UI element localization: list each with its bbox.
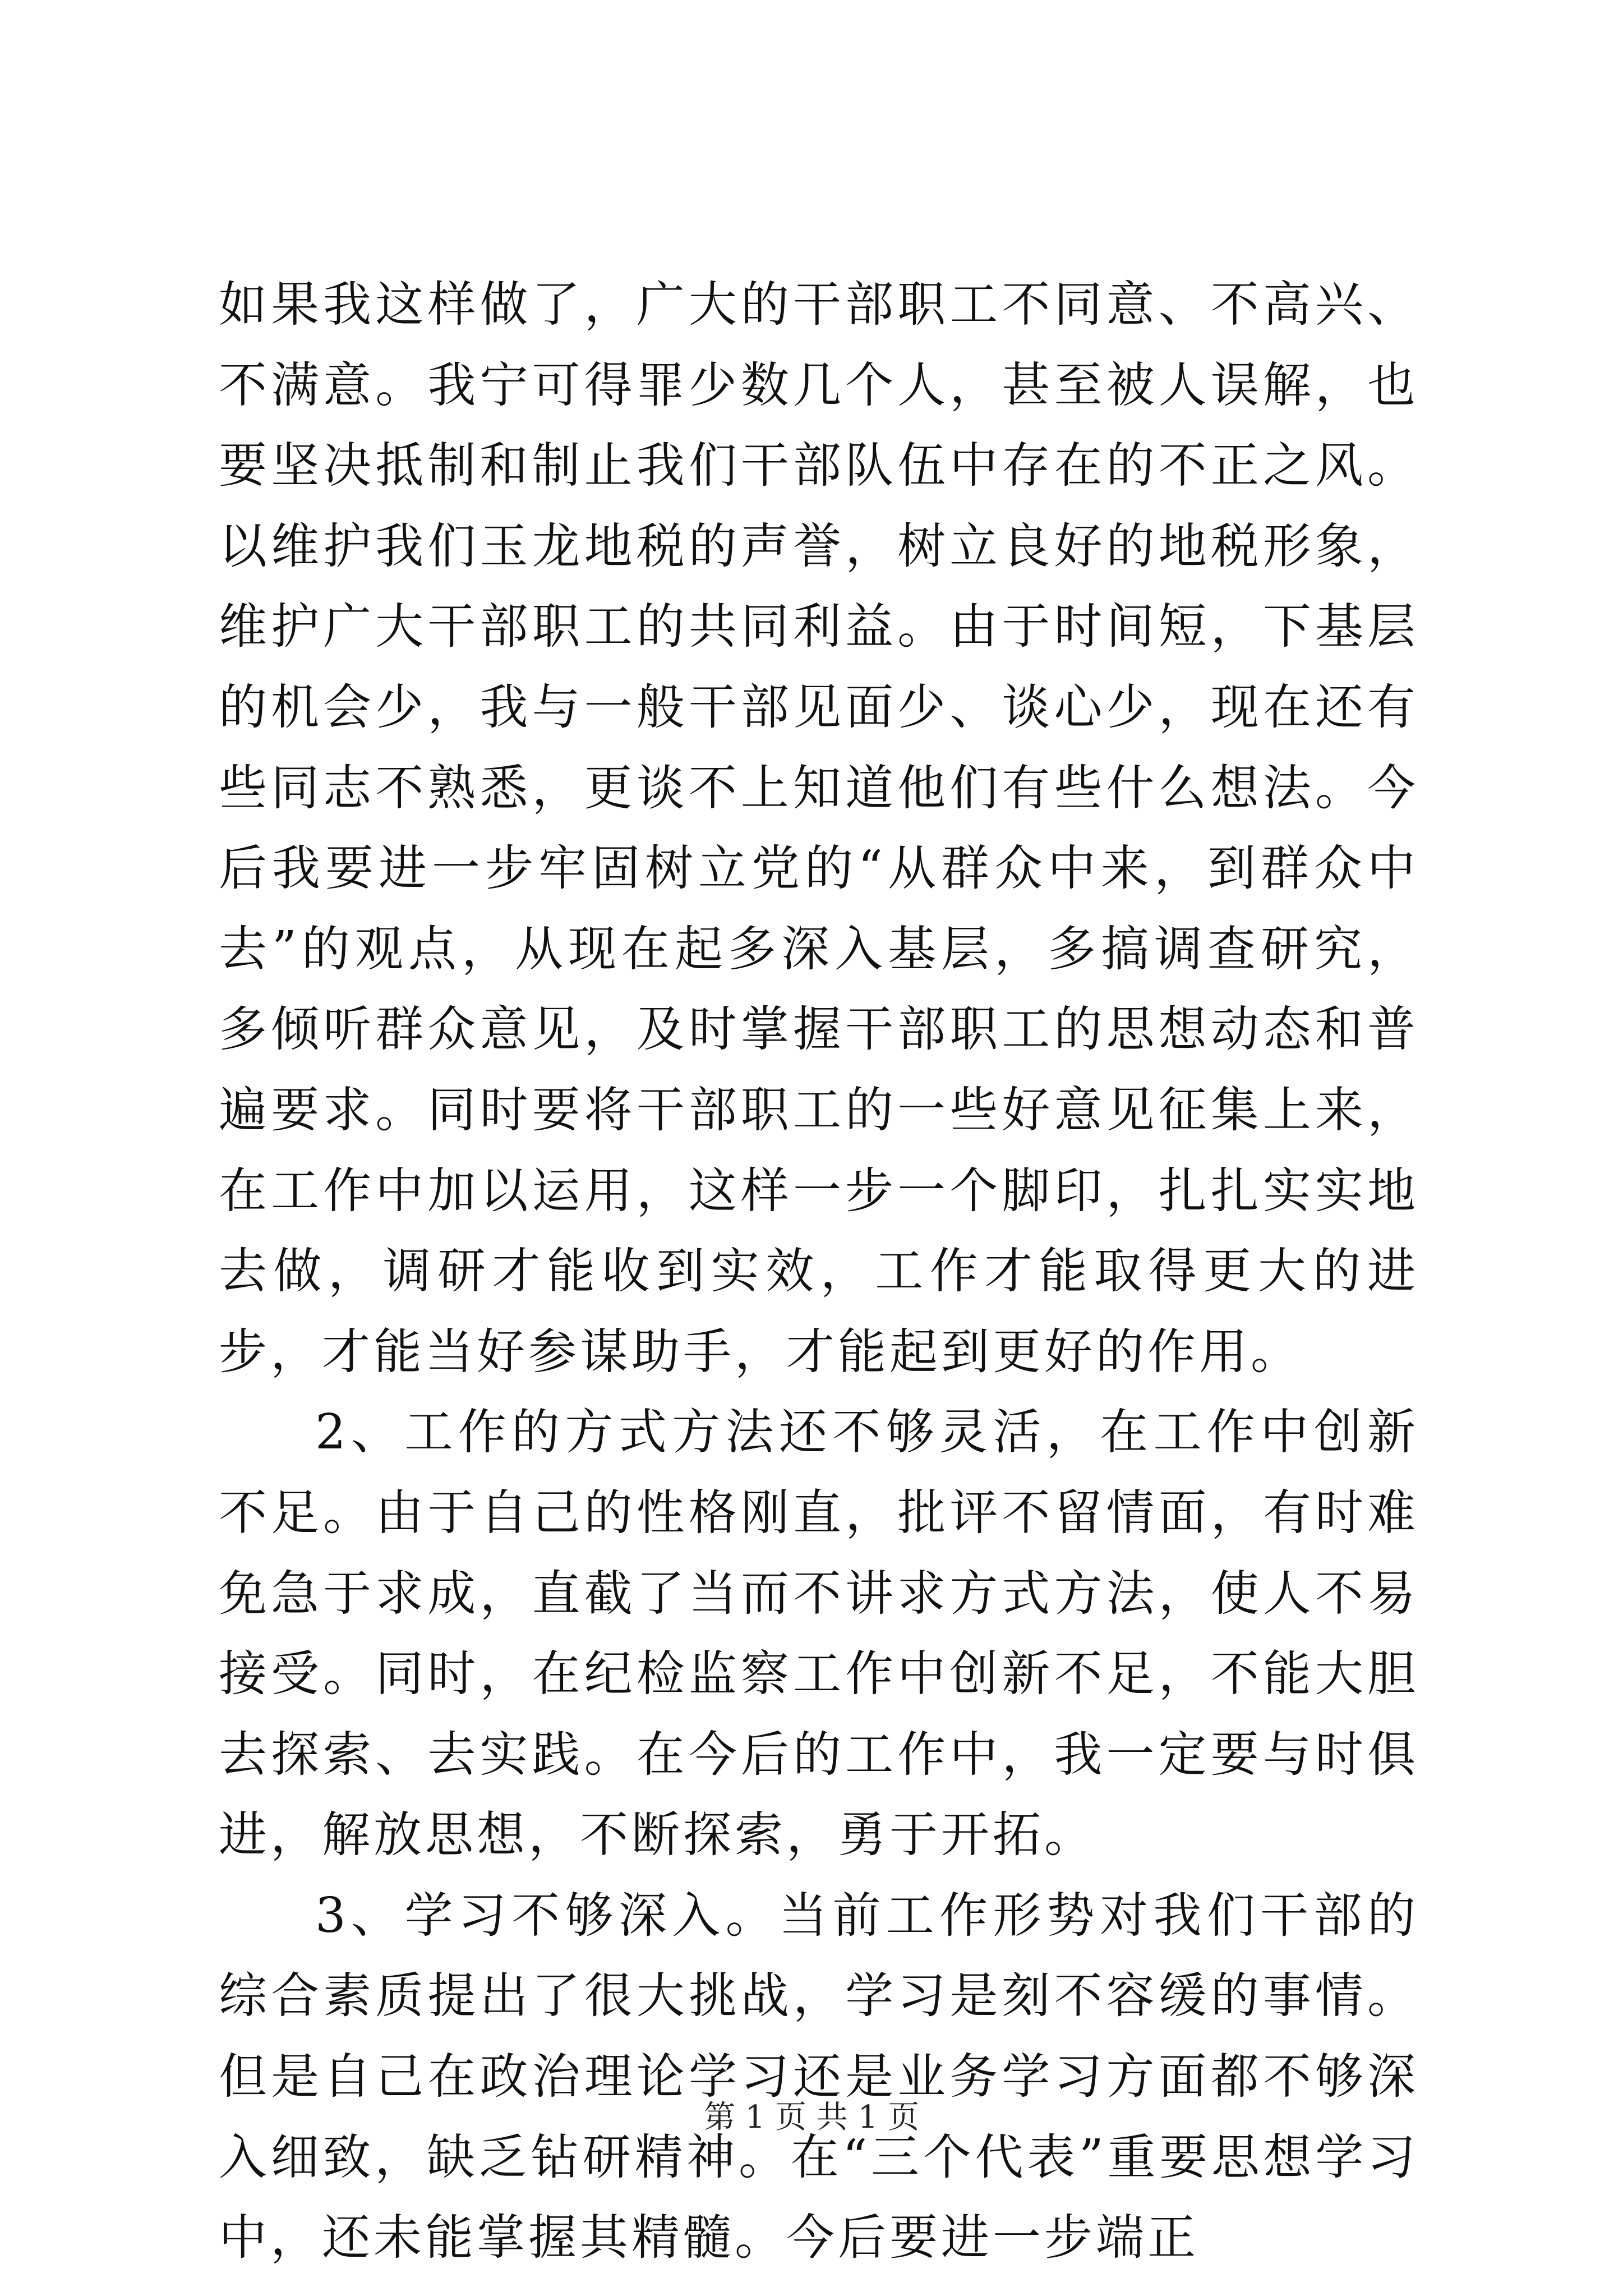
page-number-footer: 第 1 页 共 1 页 [703, 2099, 920, 2136]
paragraph-continuation: 如果我这样做了，广大的干部职工不同意、不高兴、不满意。我宁可得罪少数几个人，甚至被人误解，也要坚决抵制和制止我们干部队伍中存在的不正之风。以维护我们玉龙地税的声誉，树立良好的地税形象，维护广大干部职工的共同利益。由于时间短，下基层的机会少，我与一般干部见面少、谈心少，现在还有些同志不熟悉，更谈不上知道他们有些什么想法。今后我要进一步牢固树立党的“从群众中来，到群众中去”的观点，从现在起多深入基层，多搞调查研究，多倾听群众意见，及时掌握干部职工的思想动态和普遍要求。同时要将干部职工的一些好意见征集上来，在工作中加以运用，这样一步一个脚印，扎扎实实地去做，调研才能收到实效，工作才能取得更大的进步，才能当好参谋助手，才能起到更好的作用。 [219, 277, 1419, 1380]
document-body [219, 265, 1419, 2279]
paragraph-item-3: 3、学习不够深入。当前工作形势对我们干部的综合素质提出了很大挑战，学习是刻不容缓的事情。但是自己在政治理论学习还是业务学习方面都不够深入细致，缺乏钻研精神。在“三个代表”重要思想学习中，还未能掌握其精髓。今后要进一步端正 [219, 1887, 1419, 2266]
paragraph-item-2: 2、工作的方式方法还不够灵活，在工作中创新不足。由于自己的性格刚直，批评不留情面，有时难免急于求成，直截了当而不讲求方式方法，使人不易接受。同时，在纪检监察工作中创新不足，不能大胆去探索、去实践。在今后的工作中，我一定要与时俱进，解放思想，不断探索，勇于开拓。 [219, 1404, 1419, 1864]
